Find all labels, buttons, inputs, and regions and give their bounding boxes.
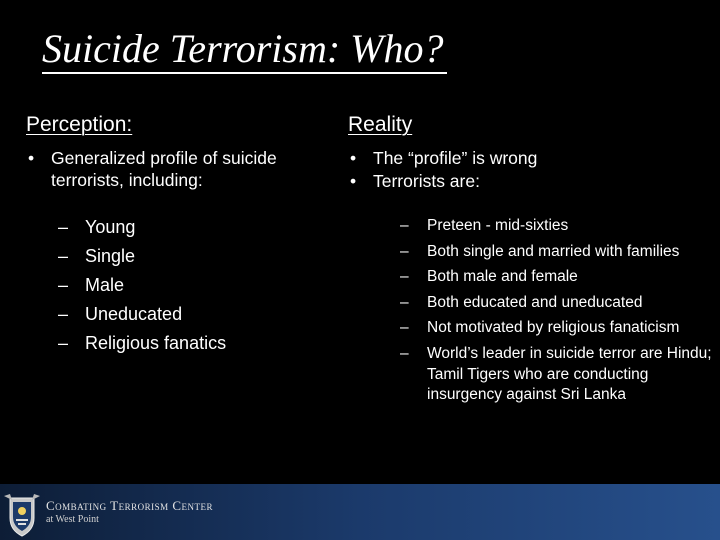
dash-marker: – bbox=[400, 268, 409, 286]
dash-marker: – bbox=[400, 217, 409, 234]
dash-marker: – bbox=[58, 304, 69, 324]
list-item bbox=[400, 216, 712, 237]
list-item bbox=[58, 329, 326, 358]
bullet-marker: • bbox=[350, 171, 357, 191]
list-item-text: Male bbox=[85, 275, 125, 295]
list-item bbox=[400, 293, 712, 314]
perception-bullets bbox=[26, 147, 326, 191]
list-item-text: Preteen - mid-sixties bbox=[427, 217, 569, 234]
list-item bbox=[400, 344, 712, 406]
list-item-text: Not motivated by religious fanaticism bbox=[427, 319, 680, 337]
dash-marker: – bbox=[400, 293, 409, 311]
list-item bbox=[400, 242, 712, 263]
bullet-marker: • bbox=[350, 148, 357, 168]
bullet-text: Terrorists are: bbox=[373, 171, 480, 191]
bullet-text: The “profile” is wrong bbox=[373, 148, 538, 168]
dash-marker: – bbox=[58, 275, 69, 295]
list-item-text: Uneducated bbox=[85, 304, 183, 324]
list-item bbox=[58, 300, 326, 329]
bullet-text: Generalized profile of suicide terrorists, including: bbox=[51, 148, 277, 190]
dash-marker: – bbox=[58, 333, 69, 353]
bullet-item bbox=[348, 147, 712, 169]
list-item-text: Religious fanatics bbox=[85, 333, 227, 353]
west-point-crest-icon bbox=[2, 492, 42, 538]
list-item-text: Both male and female bbox=[427, 268, 578, 286]
bullet-item bbox=[26, 147, 326, 191]
list-item-text: Single bbox=[85, 246, 136, 266]
list-item bbox=[58, 213, 326, 242]
list-item bbox=[400, 318, 712, 339]
reality-column bbox=[348, 112, 712, 411]
perception-heading: Perception: bbox=[26, 113, 133, 136]
dash-marker: – bbox=[58, 217, 69, 237]
dash-marker: – bbox=[400, 344, 409, 362]
slide-title: Suicide Terrorism: Who? bbox=[42, 26, 447, 74]
bullet-marker: • bbox=[28, 148, 35, 168]
perception-items bbox=[58, 213, 326, 358]
bullet-item bbox=[348, 170, 712, 192]
list-item-text: Young bbox=[85, 217, 136, 237]
perception-column bbox=[26, 112, 326, 358]
list-item-text: Both single and married with families bbox=[427, 242, 680, 260]
org-name: Combating Terrorism Center bbox=[46, 498, 214, 513]
list-item-text: World’s leader in suicide terror are Hindu; Tamil Tigers who are conducting insurgency against Sri Lanka bbox=[427, 344, 712, 404]
list-item bbox=[400, 267, 712, 288]
footer-bar bbox=[0, 484, 720, 540]
list-item bbox=[58, 242, 326, 271]
reality-heading: Reality bbox=[348, 113, 413, 136]
list-item bbox=[58, 271, 326, 300]
dash-marker: – bbox=[400, 242, 409, 260]
list-item-text: Both educated and uneducated bbox=[427, 293, 643, 311]
reality-items bbox=[400, 216, 712, 406]
reality-bullets bbox=[348, 147, 712, 192]
dash-marker: – bbox=[400, 319, 409, 337]
org-subtitle: at West Point bbox=[46, 514, 99, 525]
dash-marker: – bbox=[58, 246, 69, 266]
